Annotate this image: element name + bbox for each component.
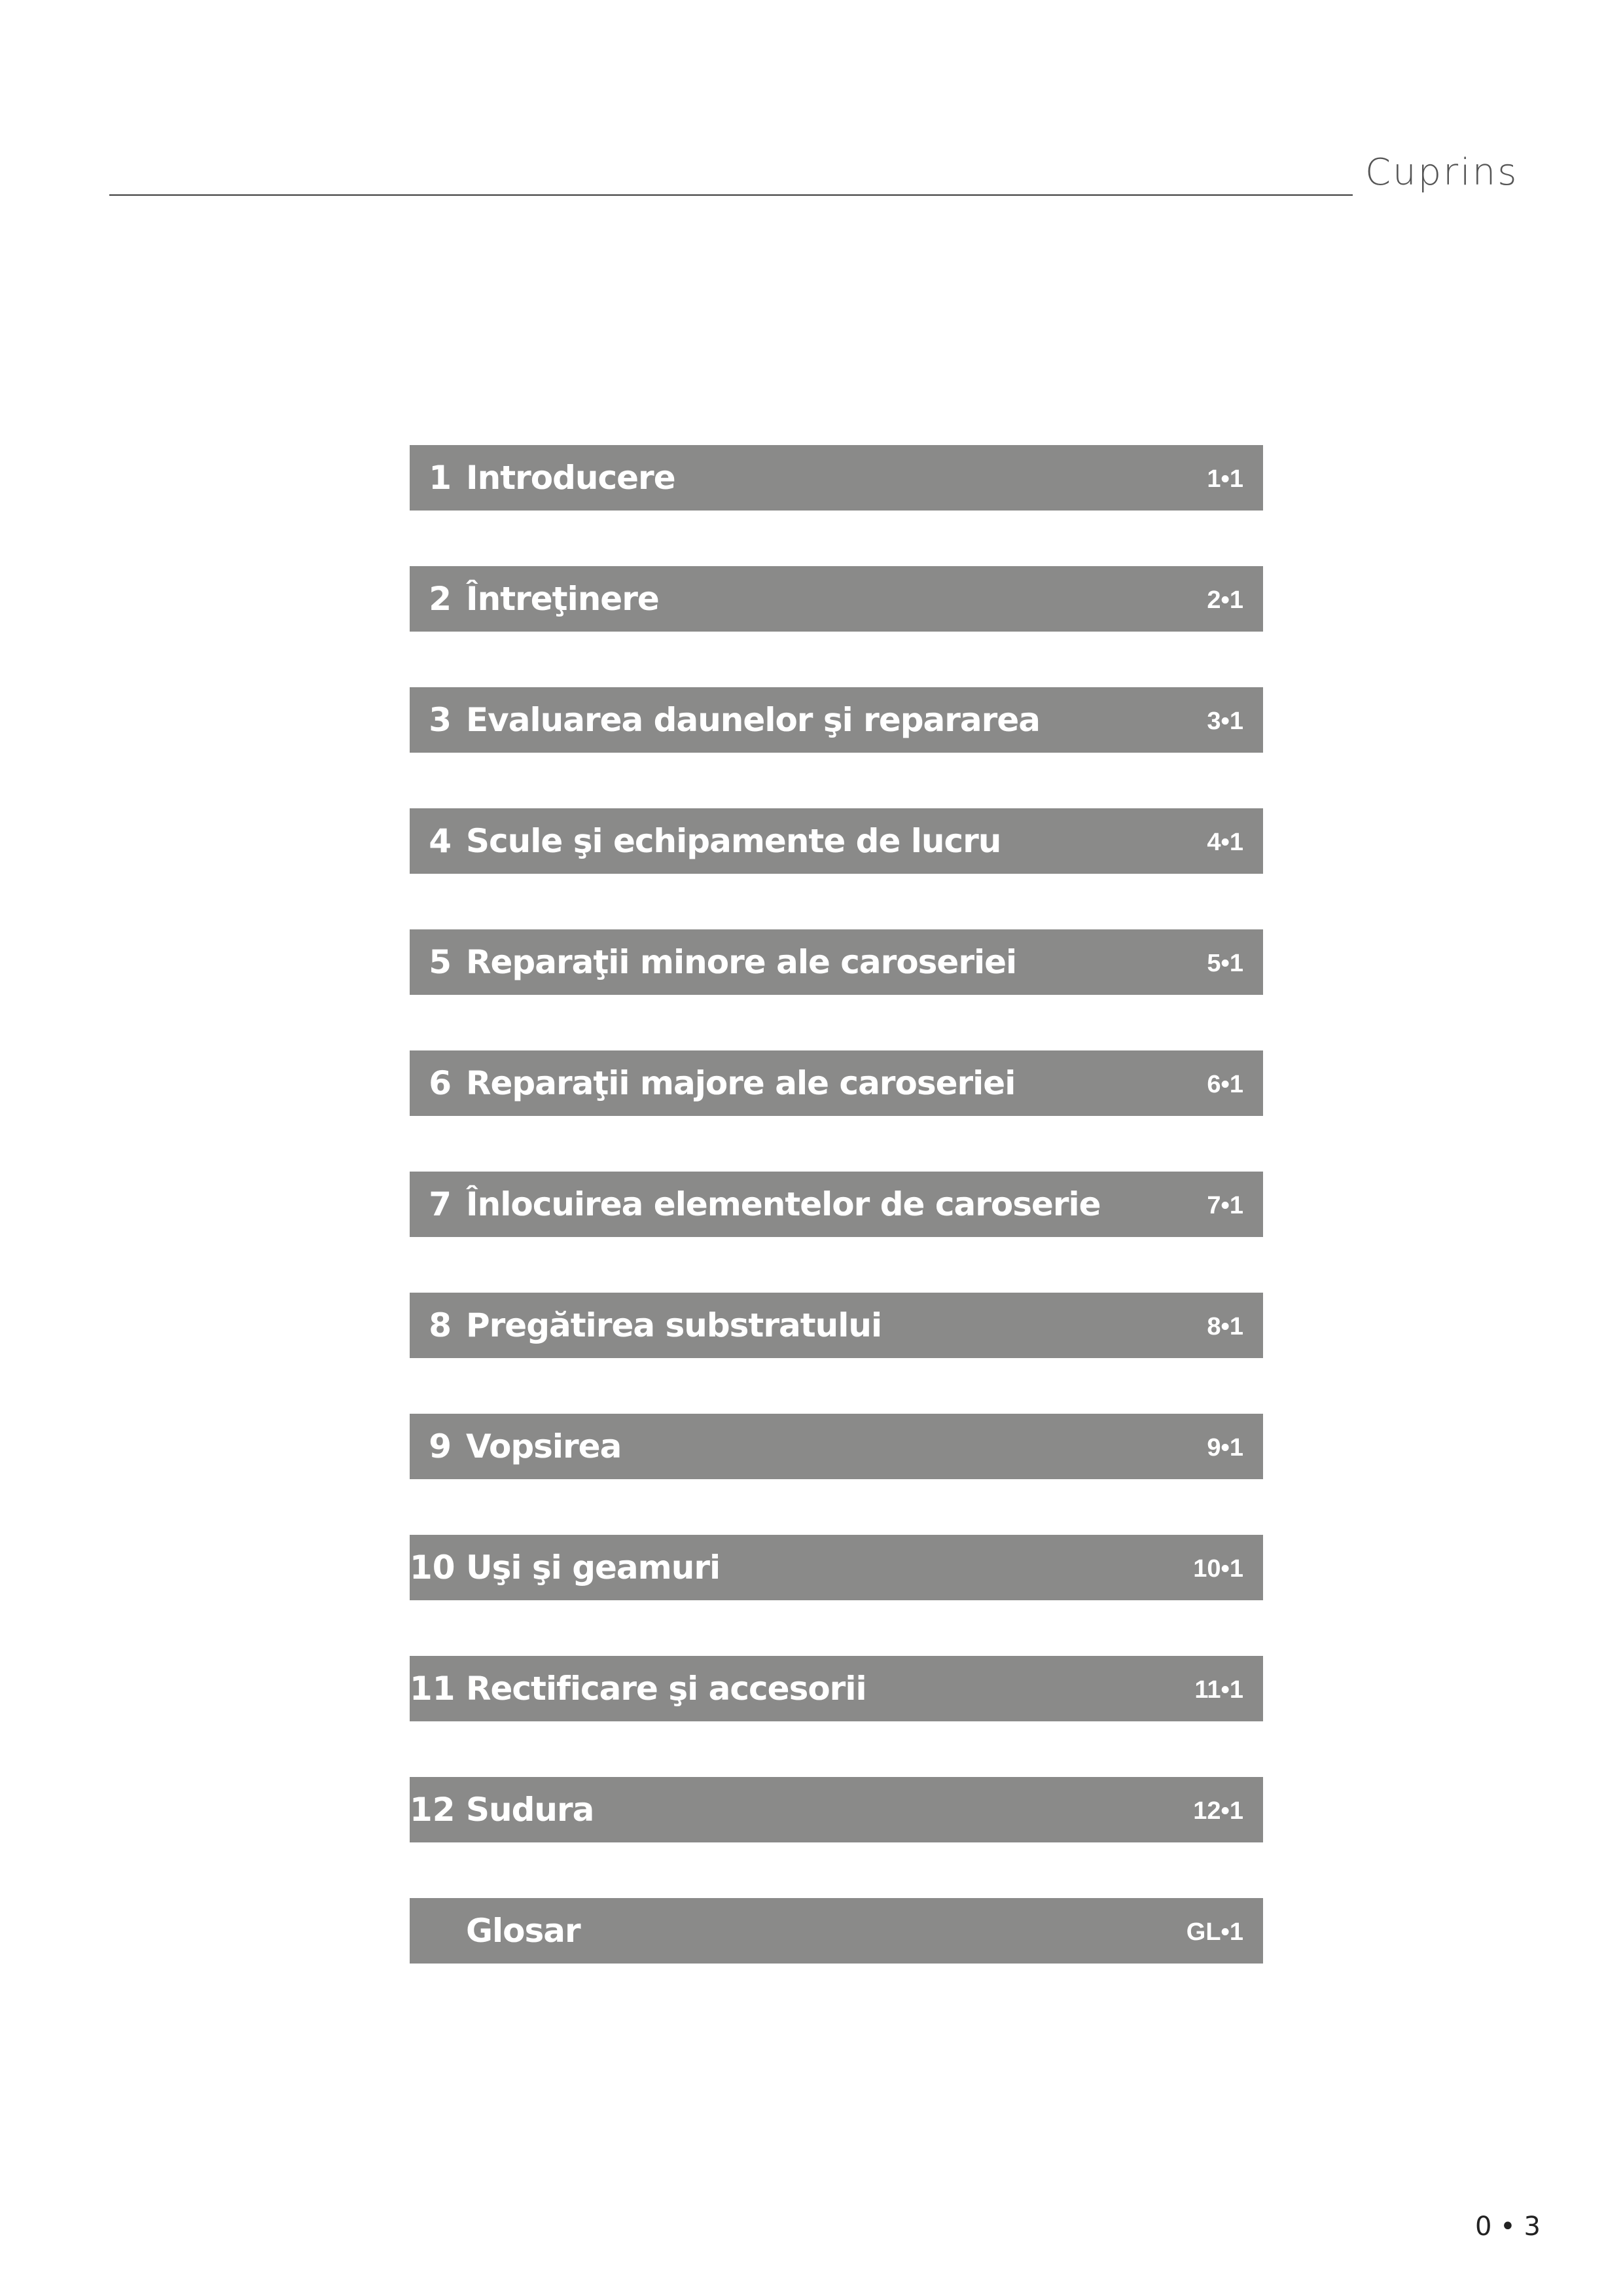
toc-item-pregatirea-substratului[interactable] [410,1293,1263,1358]
toc-item-title: Evaluarea daunelor şi repararea [466,701,1040,739]
toc-item-reparatii-majore[interactable] [410,1050,1263,1116]
toc-item-page: 3•1 [1207,708,1243,735]
toc-item-number: 5 [429,943,452,981]
header-title: Cuprins [1365,151,1519,194]
toc-item-usi-si-geamuri[interactable] [410,1535,1263,1600]
toc-item-title: Întreţinere [466,580,659,618]
toc-item-page: 6•1 [1207,1071,1243,1098]
header-rule [109,194,1353,196]
toc-item-number: 11 [410,1670,455,1708]
toc-item-evaluarea-daunelor[interactable] [410,687,1263,753]
toc-item-title: Pregătirea substratului [466,1306,882,1344]
toc-item-number: 6 [429,1064,452,1102]
toc-item-number: 9 [429,1427,452,1465]
toc-item-number: 7 [429,1185,452,1223]
toc-item-intretinere[interactable] [410,566,1263,632]
table-of-contents [410,445,1263,2019]
toc-item-title: Înlocuirea elementelor de caroserie [466,1185,1101,1223]
toc-item-glosar[interactable] [410,1898,1263,1964]
toc-item-title: Sudura [466,1791,594,1829]
toc-item-number: 12 [410,1791,455,1829]
toc-item-number: 10 [410,1549,455,1587]
toc-item-page: 2•1 [1207,586,1243,614]
toc-item-page: GL•1 [1186,1918,1243,1946]
toc-item-number: 2 [429,580,452,618]
toc-item-page: 12•1 [1193,1797,1243,1825]
toc-item-number: 4 [429,822,452,860]
toc-item-title: Vopsirea [466,1427,622,1465]
toc-item-title: Rectificare şi accesorii [466,1670,866,1708]
toc-item-title: Reparaţii majore ale caroseriei [466,1064,1016,1102]
toc-item-page: 7•1 [1207,1192,1243,1219]
toc-item-number: 3 [429,701,452,739]
toc-item-title: Glosar [466,1912,580,1950]
toc-item-reparatii-minore[interactable] [410,929,1263,995]
toc-item-page: 9•1 [1207,1434,1243,1462]
toc-item-scule[interactable] [410,808,1263,874]
toc-item-vopsirea[interactable] [410,1414,1263,1479]
toc-item-page: 10•1 [1193,1555,1243,1583]
toc-item-inlocuirea-elementelor[interactable] [410,1172,1263,1237]
toc-item-title: Reparaţii minore ale caroseriei [466,943,1017,981]
toc-item-title: Scule şi echipamente de lucru [466,822,1001,860]
page-number: 0 • 3 [1475,2212,1541,2242]
toc-item-title: Uşi şi geamuri [466,1549,721,1587]
toc-item-title: Introducere [466,459,675,497]
toc-item-introducere[interactable] [410,445,1263,511]
toc-item-number: 8 [429,1306,452,1344]
toc-item-sudura[interactable] [410,1777,1263,1842]
toc-item-rectificare[interactable] [410,1656,1263,1721]
toc-item-page: 4•1 [1207,829,1243,856]
toc-item-page: 8•1 [1207,1313,1243,1340]
toc-item-page: 5•1 [1207,950,1243,977]
toc-item-page: 11•1 [1194,1676,1243,1704]
toc-item-page: 1•1 [1207,465,1243,493]
toc-item-number [410,1898,452,1964]
toc-item-number: 1 [429,459,452,497]
